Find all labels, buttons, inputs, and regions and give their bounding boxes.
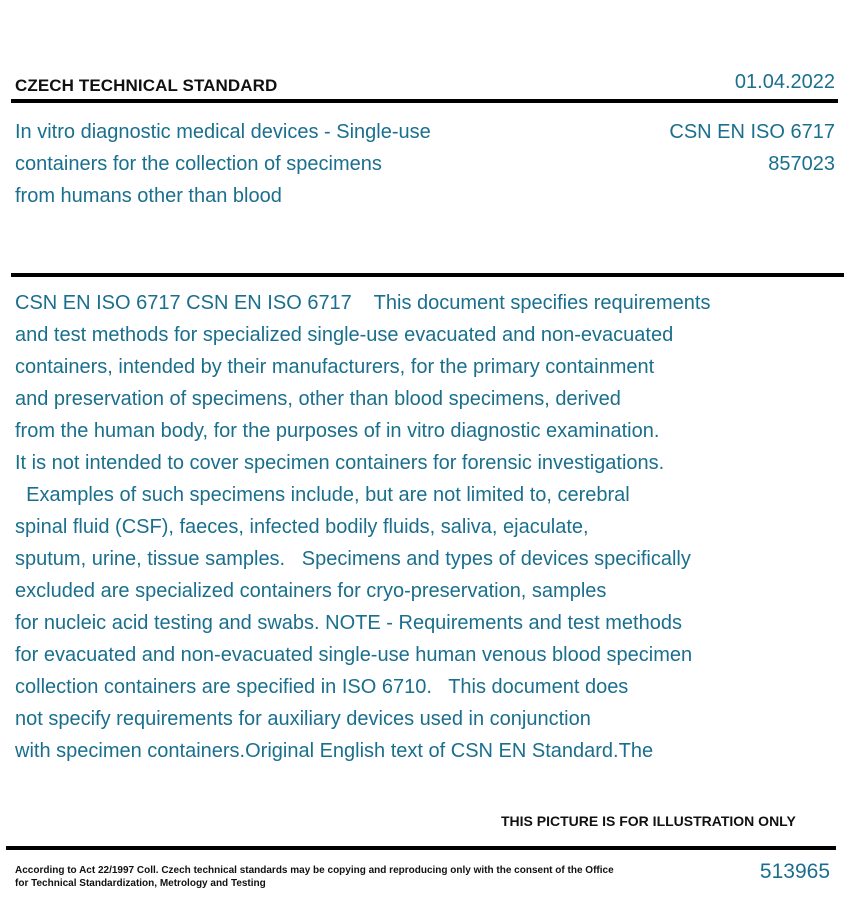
footer-divider [6, 846, 836, 850]
abstract-line: not specify requirements for auxiliary devices used in conjunction [15, 708, 591, 730]
document-title-line: from humans other than blood [15, 185, 282, 207]
document-abstract [15, 287, 711, 767]
document-title-line: containers for the collection of specimens [15, 153, 382, 175]
illustration-disclaimer: THIS PICTURE IS FOR ILLUSTRATION ONLY [501, 813, 796, 829]
abstract-line: It is not intended to cover specimen containers for forensic investigations. [15, 452, 665, 474]
abstract-line: from the human body, for the purposes of in vitro diagnostic examination. [15, 420, 660, 442]
document-codes [669, 116, 835, 180]
standard-code: CSN EN ISO 6717 [669, 121, 835, 143]
abstract-line: sputum, urine, tissue samples. Specimens and types of devices specifically [15, 548, 691, 570]
product-number: 513965 [759, 860, 830, 883]
publication-date: 01.04.2022 [734, 71, 835, 93]
standard-header-title: CZECH TECHNICAL STANDARD [15, 76, 278, 95]
abstract-line: for nucleic acid testing and swabs. NOTE - Requirements and test methods [15, 612, 682, 634]
legal-notice-line: According to Act 22/1997 Coll. Czech technical standards may be copying and reproducing only with the consent of the Office [15, 865, 614, 876]
abstract-line: excluded are specialized containers for cryo-preservation, samples [15, 580, 607, 602]
abstract-line: collection containers are specified in ISO 6710. This document does [15, 676, 629, 698]
abstract-line: spinal fluid (CSF), faeces, infected bodily fluids, saliva, ejaculate, [15, 516, 589, 538]
abstract-line: and test methods for specialized single-use evacuated and non-evacuated [15, 324, 674, 346]
title-divider [11, 273, 844, 277]
classification-code: 857023 [768, 153, 835, 175]
abstract-line: and preservation of specimens, other than blood specimens, derived [15, 388, 621, 410]
document-title [15, 116, 431, 212]
abstract-line: for evacuated and non-evacuated single-use human venous blood specimen [15, 644, 693, 666]
header-divider [11, 99, 838, 103]
abstract-line: Examples of such specimens include, but are not limited to, cerebral [15, 484, 630, 506]
legal-notice-line: for Technical Standardization, Metrology and Testing [15, 878, 266, 889]
abstract-line: containers, intended by their manufacturers, for the primary containment [15, 356, 655, 378]
document-title-line: In vitro diagnostic medical devices - Single-use [15, 121, 431, 143]
abstract-line: CSN EN ISO 6717 CSN EN ISO 6717 This document specifies requirements [15, 292, 711, 314]
legal-notice [15, 864, 614, 890]
abstract-line: with specimen containers.Original English text of CSN EN Standard.The [15, 740, 654, 762]
